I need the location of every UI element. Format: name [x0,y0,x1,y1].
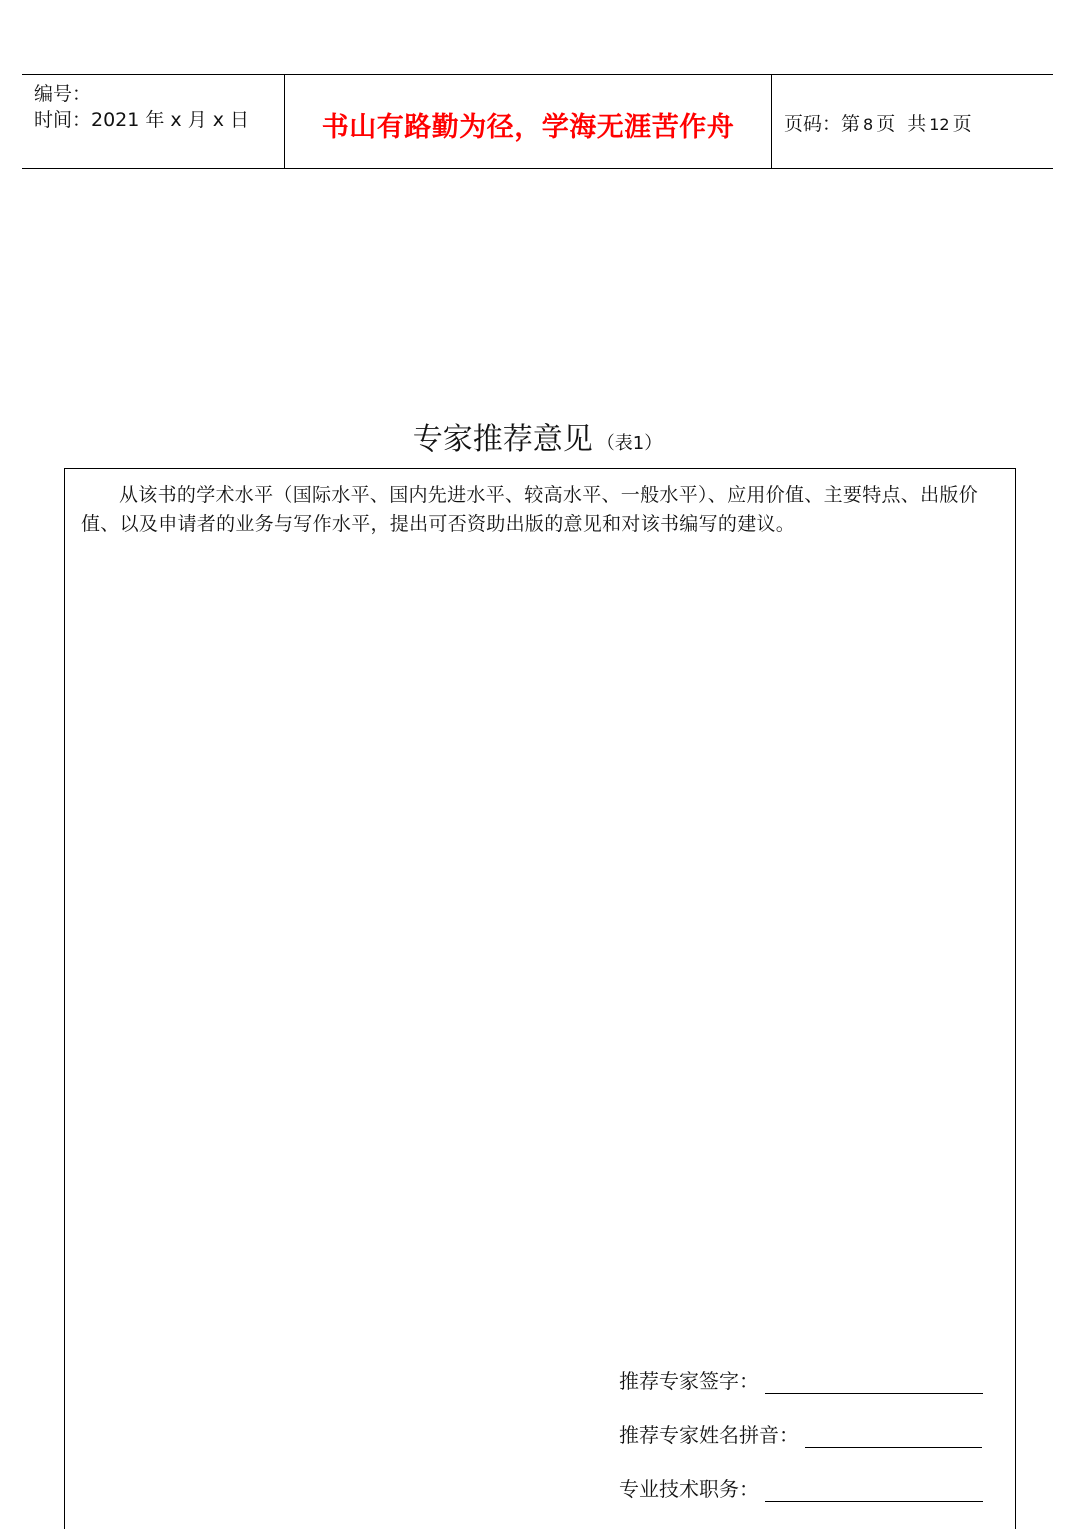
serial-number-label: 编号： [34,83,92,105]
professional-title-row [619,1473,983,1502]
signature-row [619,1365,983,1394]
total-label: 共 [907,113,927,135]
form-table-ref: （表1） [596,433,663,454]
page-unit: 页 [876,113,896,135]
pinyin-label: 推荐专家姓名拼音： [619,1423,799,1447]
header-page-cell [772,75,1053,168]
professional-title-field[interactable] [765,1481,983,1502]
page-total: 12 [929,115,950,134]
page-label: 页码：第 [784,113,861,135]
motto-text: 书山有路勤为径，学海无涯苦作舟 [321,112,735,143]
document-header [22,74,1053,169]
signature-label: 推荐专家签字： [619,1369,759,1393]
professional-title-label: 专业技术职务： [619,1477,759,1501]
form-title-main: 专家推荐意见 [412,422,593,457]
date-label: 时间：2021 年 x 月 x 日 [34,109,250,131]
instructions-text: 从该书的学术水平（国际水平、国内先进水平、较高水平、一般水平）、应用价值、主要特点、出版价值、以及申请者的业务与写作水平，提出可否资助出版的意见和对该书编写的建议。 [81,484,979,535]
opinion-box [64,468,1016,1529]
header-info-cell [22,75,285,168]
form-title [0,414,1075,458]
total-unit: 页 [952,113,972,135]
pinyin-row [619,1419,982,1448]
page-number-info [784,109,972,136]
page-current: 8 [863,115,874,134]
header-motto-cell [285,75,772,168]
signature-field[interactable] [765,1373,983,1394]
pinyin-field[interactable] [805,1427,982,1448]
